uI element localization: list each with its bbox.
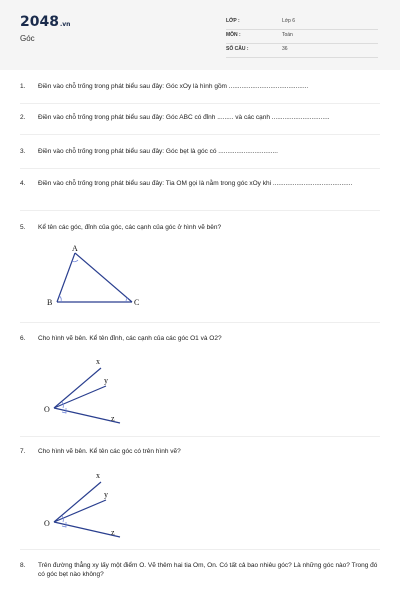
meta-class-key: LỚP :	[226, 18, 240, 24]
question-text: Trên đường thẳng xy lấy một điểm O. Vẽ thêm hai tia Om, On. Có tất cả bao nhiêu góc? Là những góc nào? Trong đó có góc bẹt nào không?	[38, 562, 378, 578]
logo-text: 2048	[20, 14, 59, 30]
ray-oy	[54, 500, 106, 522]
label-z: z	[111, 528, 115, 537]
question-text: Kể tên các góc, đỉnh của góc, các cạnh của góc ở hình vẽ bên?	[38, 224, 222, 231]
ray-ox	[54, 482, 101, 522]
question-number: 1.	[20, 83, 26, 90]
label-o: O	[44, 519, 50, 528]
label-a: A	[72, 244, 78, 253]
meta-count-value: 36	[282, 46, 288, 52]
logo-suffix: .vn	[59, 21, 71, 28]
question-text: Điền vào chỗ trống trong phát biểu sau đây: Góc ABC có đỉnh ......... và các cạnh ................................	[38, 114, 330, 121]
label-z: z	[111, 414, 115, 423]
question-text: Cho hình vẽ bên. Kể tên các góc có trên hình vẽ?	[38, 448, 181, 455]
meta-count-key: SỐ CÂU :	[226, 46, 249, 52]
question-number: 3.	[20, 148, 26, 155]
question-number: 4.	[20, 180, 26, 187]
label-y: y	[104, 490, 108, 499]
question-text: Cho hình vẽ bên. Kể tên đỉnh, các cạnh của các góc O1 và O2?	[38, 335, 222, 342]
question-number: 7.	[20, 448, 26, 455]
label-x: x	[96, 357, 100, 366]
meta-subject-key: MÔN :	[226, 32, 241, 38]
question-number: 6.	[20, 335, 26, 342]
meta-class-value: Lớp 6	[282, 18, 296, 24]
worksheet-title: Góc	[20, 34, 35, 43]
label-o: O	[44, 405, 50, 414]
label-y: y	[104, 376, 108, 385]
divider	[20, 549, 380, 550]
question-number: 5.	[20, 224, 26, 231]
meta-subject-value: Toán	[282, 32, 293, 38]
label-c: C	[134, 298, 140, 307]
question-text: Điền vào chỗ trống trong phát biểu sau đây: Tia OM gọi là nằm trong góc xOy khi ............................................	[38, 180, 353, 187]
question-number: 8.	[20, 562, 26, 569]
label-x: x	[96, 471, 100, 480]
question-text: Điền vào chỗ trống trong phát biểu sau đây: Góc xOy là hình gồm ............................................	[38, 83, 309, 90]
label-b: B	[47, 298, 53, 307]
question-text: Điền vào chỗ trống trong phát biểu sau đây: Góc bẹt là góc có .................................	[38, 148, 278, 155]
question-number: 2.	[20, 114, 26, 121]
